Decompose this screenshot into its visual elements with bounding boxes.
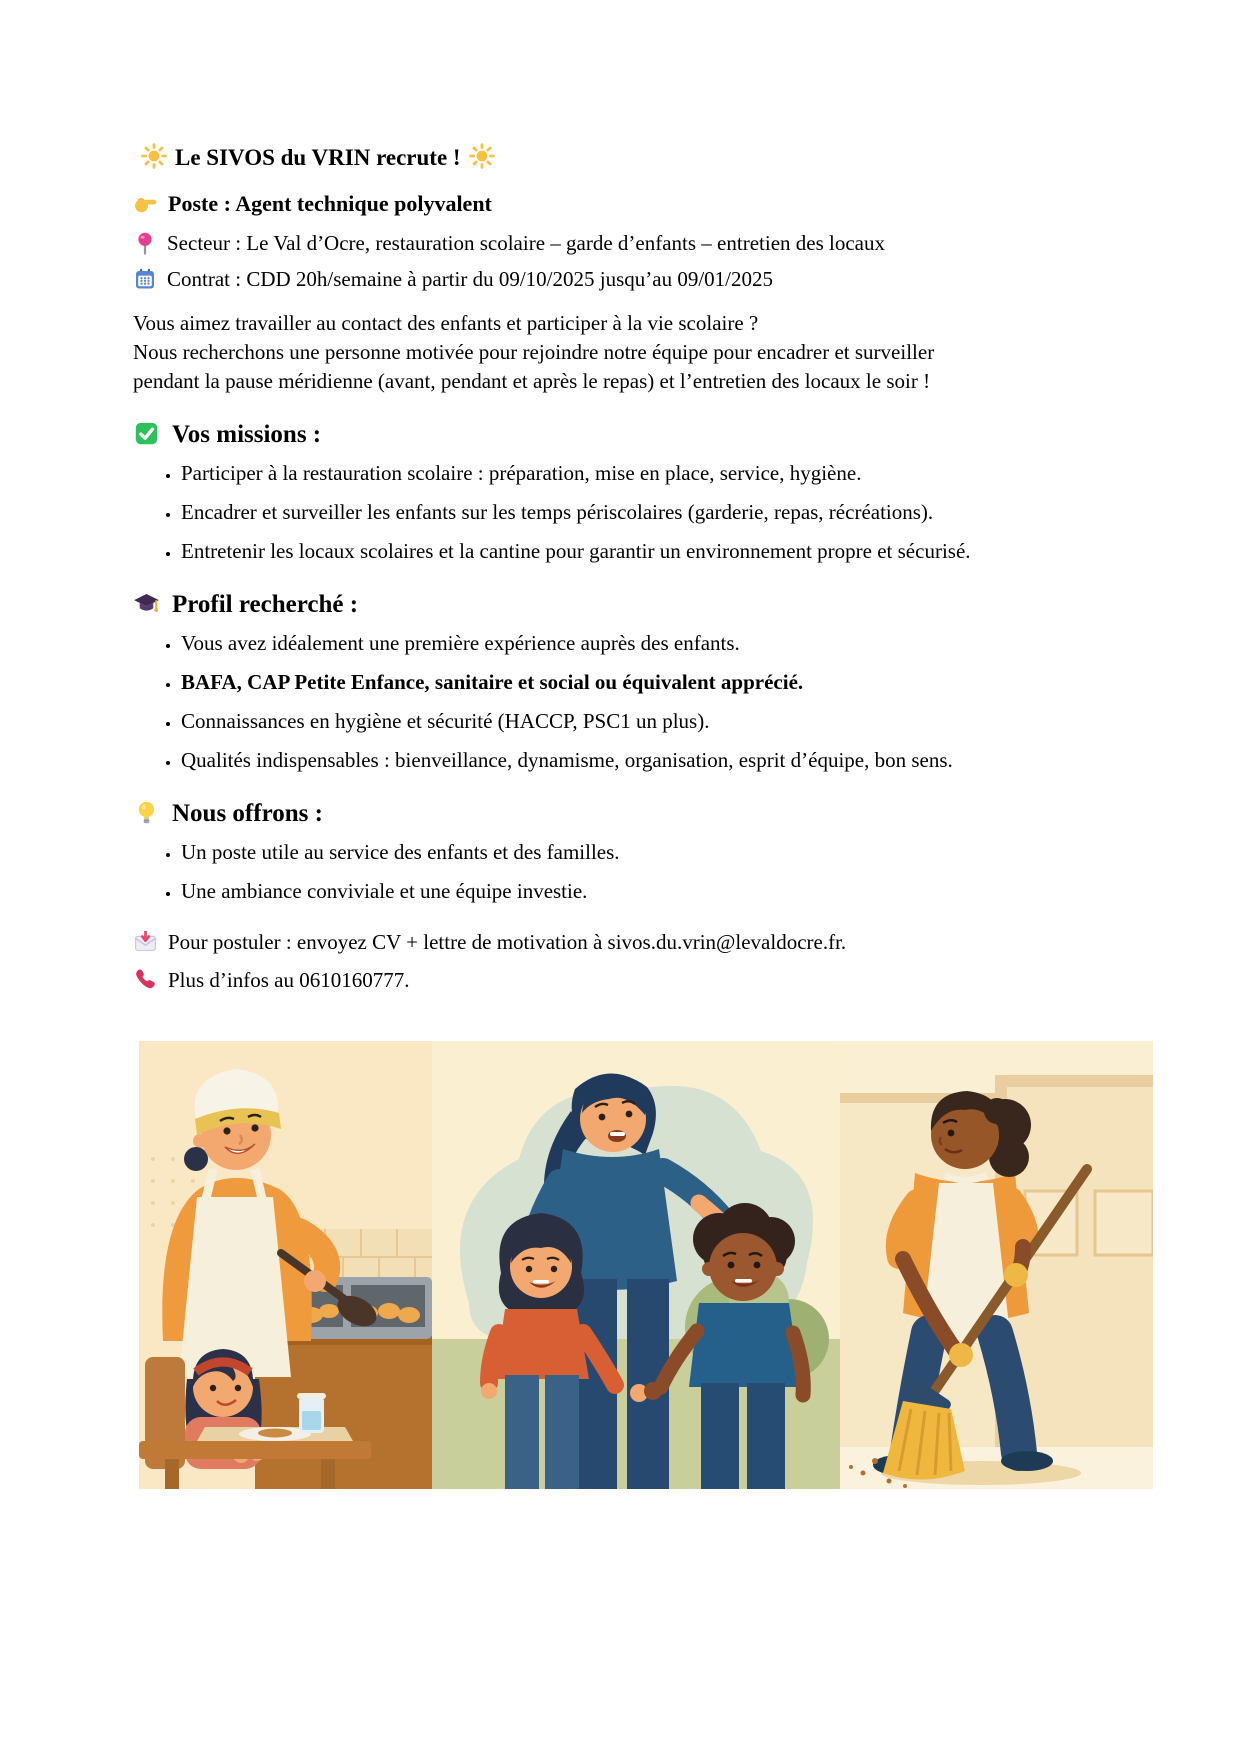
contract-line	[133, 265, 1003, 293]
phone-line	[133, 966, 1003, 994]
text-column	[133, 143, 1003, 995]
round-pushpin-icon	[133, 231, 157, 255]
list-item: • Qualités indispensables : bienveillance, dynamisme, organisation, esprit d’équipe, bon sens.	[181, 746, 995, 775]
contact-block	[133, 928, 1003, 995]
illustration	[139, 1041, 1153, 1489]
missions-list	[133, 459, 995, 566]
list-item: • Encadrer et surveiller les enfants sur les temps périscolaires (garderie, repas, récréations).	[181, 498, 995, 527]
job-title-text: Poste : Agent technique polyvalent	[168, 191, 492, 216]
sector-line	[133, 229, 1003, 257]
illustration-panel-canteen	[139, 1041, 432, 1489]
illustration-panel-cleaning	[840, 1041, 1153, 1489]
offre-list	[133, 838, 995, 906]
phone-text: Plus d’infos au 0610160777.	[168, 968, 410, 993]
check-box-icon	[133, 420, 160, 447]
list-item: • Connaissances en hygiène et sécurité (HACCP, PSC1 un plus).	[181, 707, 995, 736]
list-item: • Un poste utile au service des enfants et des familles.	[181, 838, 995, 867]
section-heading-profil	[133, 590, 1003, 619]
sun-icon	[141, 143, 167, 169]
profil-list	[133, 629, 995, 775]
intro-line-1: Vous aimez travailler au contact des enfants et participer à la vie scolaire ?	[133, 311, 759, 336]
apply-text: Pour postuler : envoyez CV + lettre de motivation à sivos.du.vrin@levaldocre.fr.	[168, 930, 847, 954]
offre-heading-text: Nous offrons :	[172, 800, 323, 828]
calendar-icon	[133, 267, 157, 291]
missions-heading-text: Vos missions :	[172, 421, 322, 449]
section-heading-missions	[133, 420, 1003, 449]
list-item: • Participer à la restauration scolaire : préparation, mise en place, service, hygiène.	[181, 459, 995, 488]
intro-paragraph	[133, 309, 998, 396]
list-item: • Entretenir les locaux scolaires et la cantine pour garantir un environnement propre et sécurisé.	[181, 537, 995, 566]
title-text: Le SIVOS du VRIN recrute !	[175, 145, 461, 170]
list-item: • Une ambiance conviviale et une équipe investie.	[181, 877, 995, 906]
pointing-finger-icon	[133, 191, 158, 216]
section-heading-offre	[133, 799, 1003, 828]
list-item-bold: • BAFA, CAP Petite Enfance, sanitaire et social ou équivalent apprécié.	[181, 668, 995, 697]
graduation-cap-icon	[133, 590, 160, 617]
page-title	[133, 143, 1003, 171]
phone-receiver-icon	[133, 967, 158, 992]
illustration-panel-children	[432, 1041, 840, 1489]
lightbulb-icon	[133, 799, 160, 826]
list-item: • Vous avez idéalement une première expérience auprès des enfants.	[181, 629, 995, 658]
apply-line	[133, 928, 1003, 956]
intro-line-2: Nous recherchons une personne motivée pour rejoindre notre équipe pour encadrer et surveiller pendant la pause méridienne (avant, pendant et après le repas) et l’entretien des locaux le soir !	[133, 340, 935, 394]
job-title-line	[133, 189, 1003, 219]
sun-icon	[469, 143, 495, 169]
envelope-arrow-icon	[133, 929, 158, 954]
sector-text: Secteur : Le Val d’Ocre, restauration scolaire – garde d’enfants – entretien des locaux	[167, 230, 885, 255]
profil-heading-text: Profil recherché :	[172, 591, 359, 619]
contract-text: Contrat : CDD 20h/semaine à partir du 09/10/2025 jusqu’au 09/01/2025	[167, 267, 774, 292]
